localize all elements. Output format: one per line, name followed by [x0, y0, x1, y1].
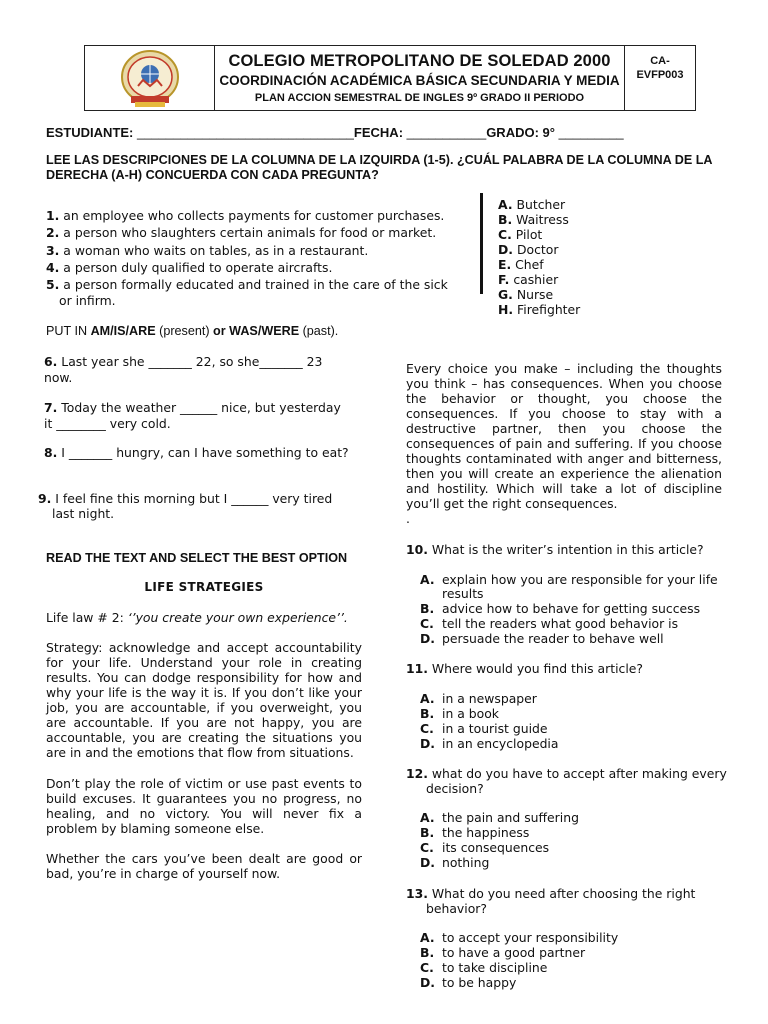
q10-option-a[interactable]: A. explain how you are responsible for your life — [420, 572, 718, 587]
matching-instructions — [46, 153, 736, 183]
title-cell — [215, 46, 625, 110]
reading-paragraph-2: Don’t play the role of victim or use past events to build excuses. It guarantees you no progress, no healing, and no victory. You will never fix a problem by blaming someone else. — [46, 776, 362, 836]
q11-option-a[interactable]: A. in a newspaper — [420, 691, 537, 706]
reading-paragraph-1: Strategy: acknowledge and accept accountability for your life. Understand your role in creating results. You can dodge responsibility for how and why your life is the way it is. If you don’t like your job, you are accountable, if you overweight, you are accountable. If you are not happy, you are accountable, you are creating the situations you are in and the emotions that flow from situations. — [46, 640, 362, 760]
reading-paragraph-3: Whether the cars you’ve been dealt are good or bad, you’re in charge of yourself now. — [46, 851, 362, 881]
grammar-question-6: 6. Last year she _______ 22, so she_______ 23 — [44, 354, 323, 369]
q13-option-c[interactable]: C. to take discipline — [420, 960, 548, 975]
q10-option-b[interactable]: B. advice how to behave for getting success — [420, 601, 701, 616]
grammar-question-9-cont: last night. — [52, 506, 115, 521]
student-info-line — [46, 125, 624, 141]
q13-option-b[interactable]: B. to have a good partner — [420, 945, 586, 960]
answer-g: G. Nurse — [498, 287, 554, 302]
answers-divider — [480, 193, 483, 294]
reading-paragraph-right: Every choice you make – including the thoughts you think – has consequences. When you choose the behavior or thought, you choose the consequences. If you choose to stay with a destructive partner, then you choose the consequences of pain and suffering. If you choose thoughts contaminated with anger and bitterness, then you will create an experience the alienation and hostility. Which will take a lot of discipline you’ll get the right consequences. . — [406, 361, 722, 526]
code-line-2: EVFP003 — [636, 69, 684, 81]
matching-question-2: 2. a person who slaughters certain animals for food or market. — [46, 225, 437, 240]
answer-h: H. Firefighter — [498, 302, 581, 317]
answer-a: A. Butcher — [498, 197, 566, 212]
reading-instruction: READ THE TEXT AND SELECT THE BEST OPTION — [46, 551, 348, 565]
document-code — [625, 46, 695, 110]
grammar-question-8: 8. I _______ hungry, can I have something to eat? — [44, 445, 349, 460]
matching-question-5-cont: or infirm. — [59, 293, 116, 308]
question-12-cont: decision? — [426, 781, 484, 796]
code-line-1: CA- — [650, 55, 670, 67]
answer-d: D. Doctor — [498, 242, 559, 257]
matching-question-1: 1. an employee who collects payments for customer purchases. — [46, 208, 445, 223]
instructions-line-2: DERECHA (A-H) CONCUERDA CON CADA PREGUNTA? — [46, 168, 379, 182]
q12-option-a[interactable]: A. the pain and suffering — [420, 810, 579, 825]
reading-title: LIFE STRATEGIES — [144, 580, 264, 594]
school-name: COLEGIO METROPOLITANO DE SOLEDAD 2000 — [228, 52, 611, 70]
matching-question-3: 3. a woman who waits on tables, as in a restaurant. — [46, 243, 369, 258]
q13-option-a[interactable]: A. to accept your responsibility — [420, 930, 619, 945]
question-11-text: 11. Where would you find this article? — [406, 661, 643, 676]
grado-field[interactable]: _________ — [558, 125, 624, 140]
q12-option-c[interactable]: C. its consequences — [420, 840, 550, 855]
q10-option-d[interactable]: D. persuade the reader to behave well — [420, 631, 664, 646]
matching-question-5: 5. a person formally educated and trained in the care of the sick — [46, 277, 448, 292]
school-logo — [85, 46, 215, 110]
q10-option-c[interactable]: C. tell the readers what good behavior is — [420, 616, 679, 631]
grammar-question-7-cont: it ________ very cold. — [44, 416, 171, 431]
life-law: Life law # 2: ‘’you create your own experience’’. — [46, 610, 348, 625]
q13-option-d[interactable]: D. to be happy — [420, 975, 517, 990]
grado-label: GRADO: 9° — [486, 125, 555, 140]
matching-question-4: 4. a person duly qualified to operate aircrafts. — [46, 260, 333, 275]
q10-option-a-cont: results — [442, 586, 484, 601]
question-12-text: 12. what do you have to accept after making every — [406, 766, 727, 781]
coordination-title: COORDINACIÓN ACADÉMICA BÁSICA SECUNDARIA Y MEDIA — [219, 73, 620, 88]
grammar-question-9: 9. I feel fine this morning but I ______ very tired — [38, 491, 333, 506]
logo-cell — [85, 46, 215, 110]
plan-title: PLAN ACCION SEMESTRAL DE INGLES 9º GRADO II PERIODO — [254, 92, 585, 104]
answer-f: F. cashier — [498, 272, 559, 287]
question-13-cont: behavior? — [426, 901, 487, 916]
question-13-text: 13. What do you need after choosing the right — [406, 886, 696, 901]
fecha-label: FECHA: — [353, 125, 404, 140]
answer-c: C. Pilot — [498, 227, 543, 242]
answer-b: B. Waitress — [498, 212, 569, 227]
answer-e: E. Chef — [498, 257, 544, 272]
q11-option-c[interactable]: C. in a tourist guide — [420, 721, 548, 736]
fecha-field[interactable]: ___________ — [406, 125, 487, 140]
grammar-question-6-cont: now. — [44, 370, 73, 385]
document-header — [84, 45, 696, 111]
q12-option-b[interactable]: B. the happiness — [420, 825, 530, 840]
question-10-text: 10. What is the writer’s intention in this article? — [406, 542, 704, 557]
estudiante-label: ESTUDIANTE: — [46, 125, 134, 140]
q12-option-d[interactable]: D. nothing — [420, 855, 490, 870]
q11-option-b[interactable]: B. in a book — [420, 706, 499, 721]
q11-option-d[interactable]: D. in an encyclopedia — [420, 736, 559, 751]
estudiante-field[interactable]: ______________________________ — [137, 125, 354, 140]
grammar-instructions: PUT IN AM/IS/ARE (present) or WAS/WERE (past). — [46, 324, 339, 338]
grammar-question-7: 7. Today the weather ______ nice, but yesterday — [44, 400, 341, 415]
instructions-line-1: LEE LAS DESCRIPCIONES DE LA COLUMNA DE LA IZQUIRDA (1-5). ¿CUÁL PALABRA DE LA COLUMNA DE LA — [46, 153, 713, 167]
